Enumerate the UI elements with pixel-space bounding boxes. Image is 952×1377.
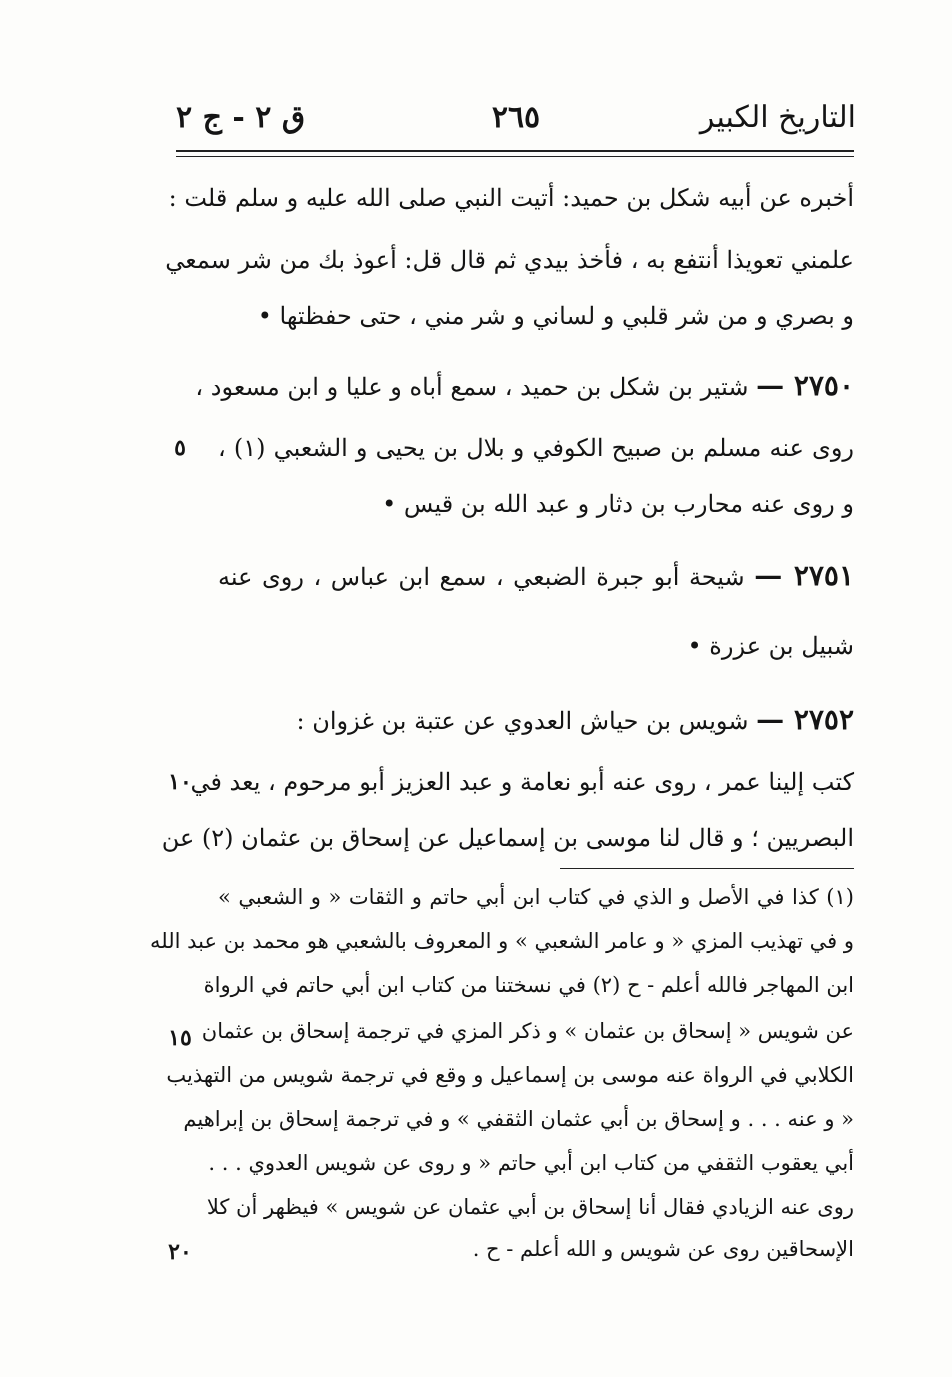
entry-number: ٢٧٥٠ —	[756, 369, 854, 402]
footnote-line: الكلابي في الرواة عنه موسى بن إسماعيل و وقع في ترجمة شويس من التهذيب	[166, 1063, 854, 1087]
entry-number: ٢٧٥٢ —	[756, 703, 854, 736]
header-rule-thick	[176, 150, 854, 152]
entry-number: ٢٧٥١ —	[754, 559, 854, 592]
footnote-line: الإسحاقين روى عن شويس و الله أعلم - ح .	[472, 1237, 854, 1261]
entry-text: شتير بن شكل بن حميد ، سمع أباه و عليا و ابن مسعود ،	[195, 373, 749, 401]
footnote-line: و في تهذيب المزي « و عامر الشعبي » و المعروف بالشعبي هو محمد بن عبد الله	[150, 929, 854, 953]
margin-line-number: ٢٠	[168, 1239, 192, 1265]
margin-line-number: ٥	[174, 435, 186, 461]
body-line: البصريين ؛ و قال لنا موسى بن إسماعيل عن إسحاق بن عثمان (٢) عن	[161, 824, 854, 852]
entry-2752-line	[218, 700, 854, 741]
body-line: كتب إلينا عمر ، روى عنه أبو نعامة و عبد العزيز أبو مرحوم ، يعد في	[190, 768, 854, 796]
footnote-line: عن شويس « إسحاق بن عثمان » و ذكر المزي في ترجمة إسحاق بن عثمان	[201, 1019, 854, 1043]
body-line: و روى عنه محارب بن دثار و عبد الله بن قيس •	[382, 490, 854, 518]
header-rule-thin	[176, 156, 854, 157]
footnote-line: أبي يعقوب الثقفي من كتاب ابن أبي حاتم « و روى عن شويس العدوي . . .	[208, 1151, 854, 1175]
margin-line-number: ١٠	[168, 769, 192, 795]
entry-text: شيحة أبو جبرة الضبعي ، سمع ابن عباس ، روى عنه	[218, 563, 745, 591]
body-line: شبيل بن عزرة •	[687, 632, 854, 660]
footnote-line: ابن المهاجر فالله أعلم - ح (٢) في نسختنا من كتاب ابن أبي حاتم في الرواة	[203, 973, 854, 997]
body-line: و بصري و من شر قلبي و لساني و شر مني ، حتى حفظتها •	[257, 302, 854, 330]
body-line: علمني تعويذا أنتفع به ، فأخذ بيدي ثم قال قل: أعوذ بك من شر سمعي	[165, 246, 854, 274]
page-header	[176, 100, 856, 144]
entry-text: شويس بن حياش العدوي عن عتبة بن غزوان :	[296, 707, 749, 735]
margin-line-number: ١٥	[168, 1025, 192, 1051]
footnote-separator	[560, 868, 854, 869]
entry-2750-line	[195, 366, 854, 407]
body-line: أخبره عن أبيه شكل بن حميد: أتيت النبي صلى الله عليه و سلم قلت :	[168, 184, 854, 212]
volume-reference: ق ٢ - ج ٢	[176, 100, 306, 135]
running-title: التاريخ الكبير	[699, 100, 856, 135]
entry-2751-line	[218, 556, 854, 597]
footnote-line: روى عنه الزيادي فقال أنا إسحاق بن أبي عثمان عن شويس » فيظهر أن كلا	[206, 1195, 854, 1219]
footnote-line: (١) كذا في الأصل و الذي في كتاب ابن أبي حاتم و الثقات « و الشعبي »	[218, 885, 854, 909]
body-line: روى عنه مسلم بن صبيح الكوفي و بلال بن يحيى و الشعبي (١) ،	[218, 434, 854, 462]
footnote-line: « و عنه . . . و إسحاق بن أبي عثمان الثقفي » و في ترجمة إسحاق بن إبراهيم	[183, 1107, 854, 1131]
page-number: ٢٦٥	[491, 100, 541, 135]
